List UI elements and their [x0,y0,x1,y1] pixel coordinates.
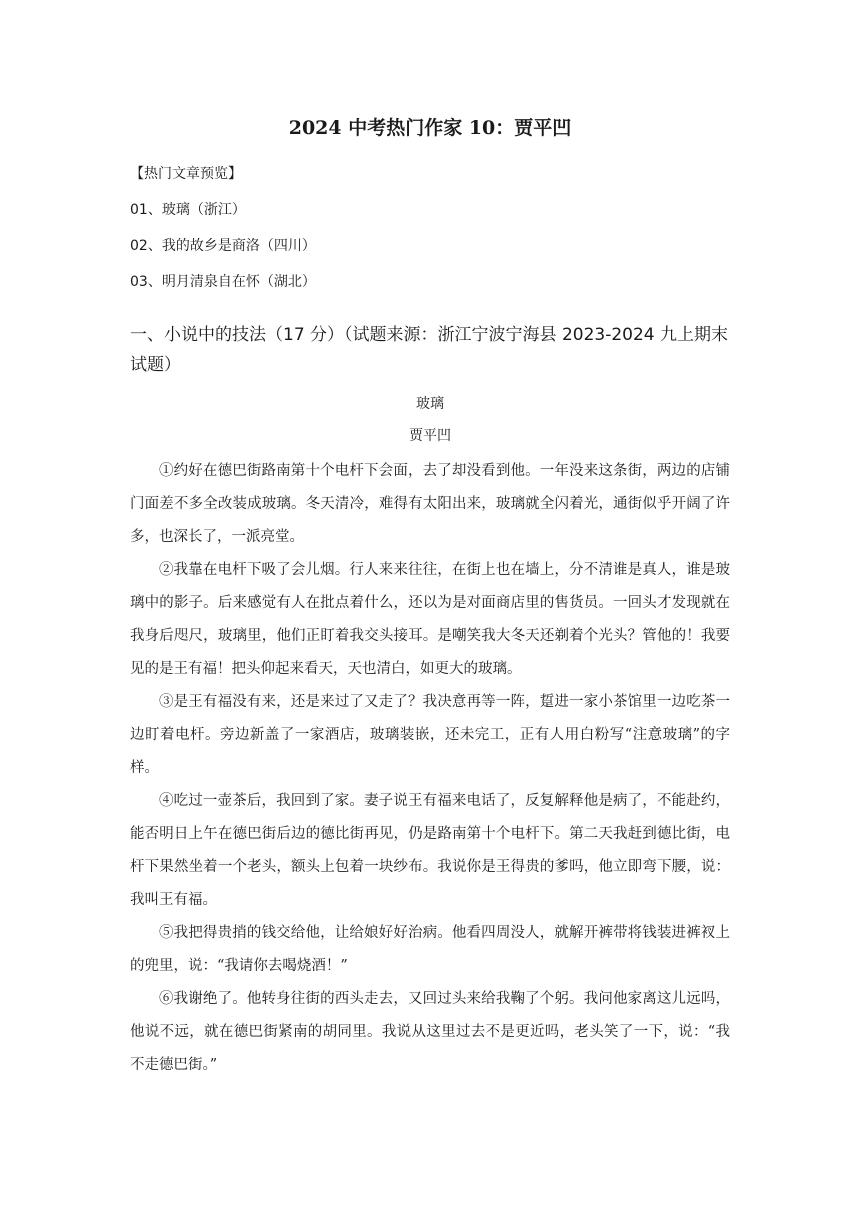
paragraph: ⑤我把得贵捎的钱交给他，让给娘好好治病。他看四周没人，就解开裤带将钱装进裤衩上的兜里，说：“我请你去喝烧酒！” [130,925,730,974]
paragraph: ⑥我谢绝了。他转身往街的西头走去，又回过头来给我鞠了个躬。我问他家离这儿远吗，他说不远，就在德巴街紧南的胡同里。我说从这里过去不是更近吗，老头笑了一下，说：“我不走德巴街。” [130,991,730,1073]
document-title: 2024 中考热门作家 10：贾平凹 [288,117,572,139]
paragraph: ③是王有福没有来，还是来过了又走了？我决意再等一阵，踅进一家小茶馆里一边吃茶一边盯着电杆。旁边新盖了一家酒店，玻璃装嵌，还未完工，正有人用白粉写“注意玻璃”的字样。 [130,694,730,776]
paragraph: ④吃过一壶茶后，我回到了家。妻子说王有福来电话了，反复解释他是病了，不能赴约，能否明日上午在德巴街后边的德比街再见，仍是路南第十个电杆下。第二天我赶到德比街，电杆下果然坐着一个老头，额头上包着一块纱布。我说你是王得贵的爹吗，他立即弯下腰，说：我叫王有福。 [130,793,730,908]
paragraph: ②我靠在电杆下吸了会儿烟。行人来来往往，在街上也在墙上，分不清谁是真人，谁是玻璃中的影子。后来感觉有人在批点着什么，还以为是对面商店里的售货员。一回头才发现就在我身后咫尺，玻璃里，他们正盯着我交头接耳。是嘲笑我大冬天还剃着个光头？管他的！我要见的是王有福！把头仰起来看天，天也清白，如更大的玻璃。 [130,562,730,677]
preview-item: 01、玻璃（浙江） [130,202,246,218]
article-title: 玻璃 [416,396,444,412]
preview-item: 02、我的故乡是商洛（四川） [130,238,316,254]
section-heading: 一、小说中的技法（17 分）（试题来源：浙江宁波宁海县 2023-2024 九上期末试题） [130,325,729,375]
article-author: 贾平凹 [409,428,451,444]
preview-item: 03、明月清泉自在怀（湖北） [130,274,316,290]
paragraph: ①约好在德巴街路南第十个电杆下会面，去了却没看到他。一年没来这条街，两边的店铺门面差不多全改装成玻璃。冬天清冷，难得有太阳出来，玻璃就全闪着光，通街似乎开阔了许多，也深长了，一派亮堂。 [130,463,730,545]
preview-block [130,156,730,300]
article-body [130,455,730,1082]
preview-heading: 【热门文章预览】 [130,166,242,182]
